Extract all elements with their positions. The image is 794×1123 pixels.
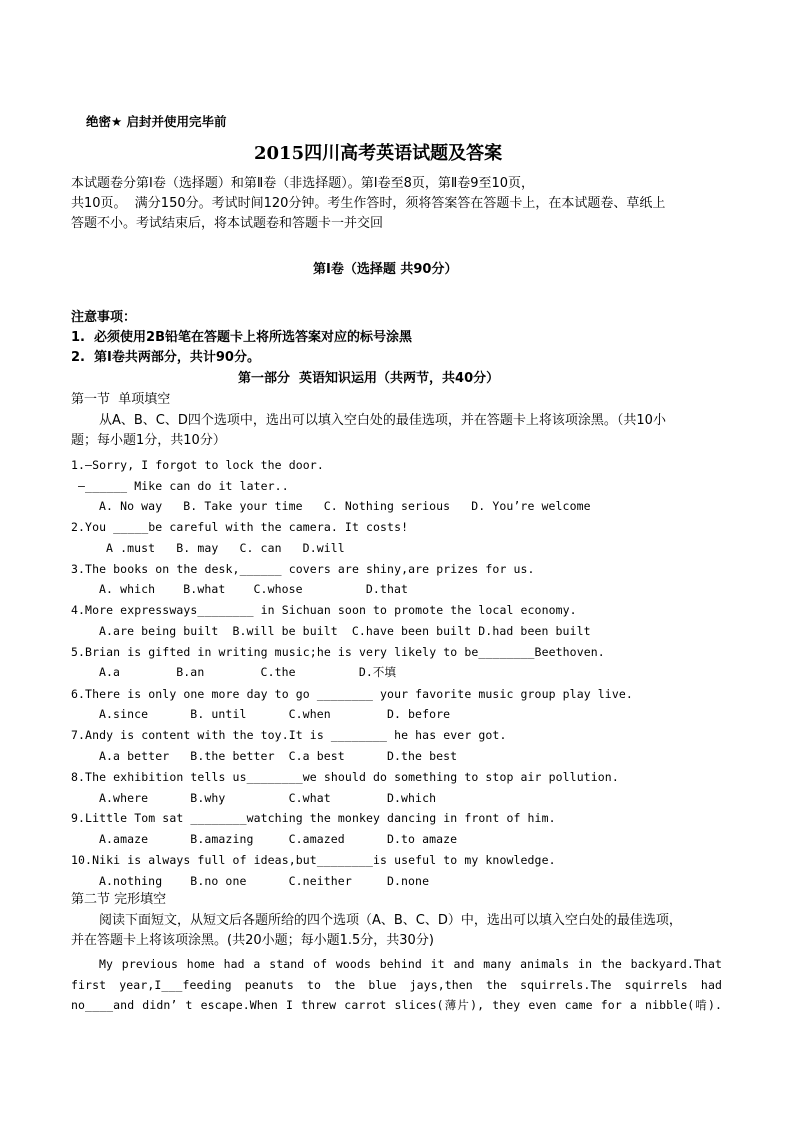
question-options: A.a better B.the better C.a best D.the best [99,749,458,763]
section-instruction: 阅读下面短文，从短文后各题所给的四个选项（A、B、C、D）中，选出可以填入空白处的最佳选项， [99,913,682,928]
passage-line: no____and didn’ t escape.When I threw carrot slices(薄片), they even came for a nibble(啃). [71,998,722,1012]
question-stem: 5.Brian is gifted in writing music;he is very likely to be________Beethoven. [71,645,605,659]
question-stem: 10.Niki is always full of ideas,but________is useful to my knowledge. [71,853,556,867]
question-options: A. which B.what C.whose D.that [99,582,409,596]
question-options: A.where B.why C.what D.which [99,791,437,805]
question-stem: 1.—Sorry, I forgot to lock the door. [71,458,324,472]
question-stem: 8.The exhibition tells us________we should do something to stop air pollution. [71,770,619,784]
question-options: A.nothing B.no one C.neither D.none [99,874,430,888]
question-options: A.are being built B.will be built C.have been built D.had been built [99,624,591,638]
part-title: 第一部分 英语知识运用（共两节，共40分） [238,371,500,386]
section-heading: 第二节 完形填空 [71,892,167,907]
section-heading: 第一节 单项填空 [71,392,171,407]
question-options: A. No way B. Take your time C. Nothing serious D. You’re welcome [99,499,591,513]
confidential-label: 绝密★ 启封并使用完毕前 [86,114,227,129]
question-stem: 3.The books on the desk,______ covers are shiny,are prizes for us. [71,562,535,576]
question-options: A .must B. may C. can D.will [99,541,345,555]
question-stem: 7.Andy is content with the toy.It is ________ he has ever got. [71,728,507,742]
question-stem: 9.Little Tom sat ________watching the monkey dancing in front of him. [71,811,556,825]
section-instruction: 题；每小题1分，共10分） [71,433,226,448]
question-stem: —______ Mike can do it later.. [71,479,289,493]
question-options: A.a B.an C.the D.不填 [99,665,397,679]
notes-heading: 注意事项： [71,310,137,325]
section-title: 第Ⅰ卷（选择题 共90分） [313,262,458,277]
notes-item: 1. 必须使用2B铅笔在答题卡上将所选答案对应的标号涂黑 [71,330,412,345]
intro-line: 共10页。 满分150分。考试时间120分钟。考生作答时，须将答案答在答题卡上，在本试题卷、草纸上 [71,196,666,211]
passage-line: My previous home had a stand of woods behind it and many animals in the backyard.That [99,957,722,971]
notes-item: 2. 第Ⅰ卷共两部分，共计90分。 [71,350,260,365]
passage-line: first year,I___feeding peanuts to the blue jays,then the squirrels.The squirrels had [71,978,722,992]
section-instruction: 从A、B、C、D四个选项中，选出可以填入空白处的最佳选项，并在答题卡上将该项涂黑。（共10小 [99,413,666,428]
page-title: 2015四川高考英语试题及答案 [254,143,503,164]
question-stem: 6.There is only one more day to go ________ your favorite music group play live. [71,687,633,701]
intro-line: 答题不小。考试结束后，将本试题卷和答题卡一并交回 [71,216,384,231]
question-stem: 4.More expressways________ in Sichuan soon to promote the local economy. [71,603,577,617]
question-options: A.since B. until C.when D. before [99,707,451,721]
question-options: A.amaze B.amazing C.amazed D.to amaze [99,832,458,846]
intro-line: 本试题卷分第Ⅰ卷（选择题）和第Ⅱ卷（非选择题）。第Ⅰ卷至8页，第Ⅱ卷9至10页， [71,176,535,191]
section-instruction: 并在答题卡上将该项涂黑。(共20小题；每小题1.5分，共30分) [71,933,434,948]
question-stem: 2.You _____be careful with the camera. It costs! [71,520,409,534]
